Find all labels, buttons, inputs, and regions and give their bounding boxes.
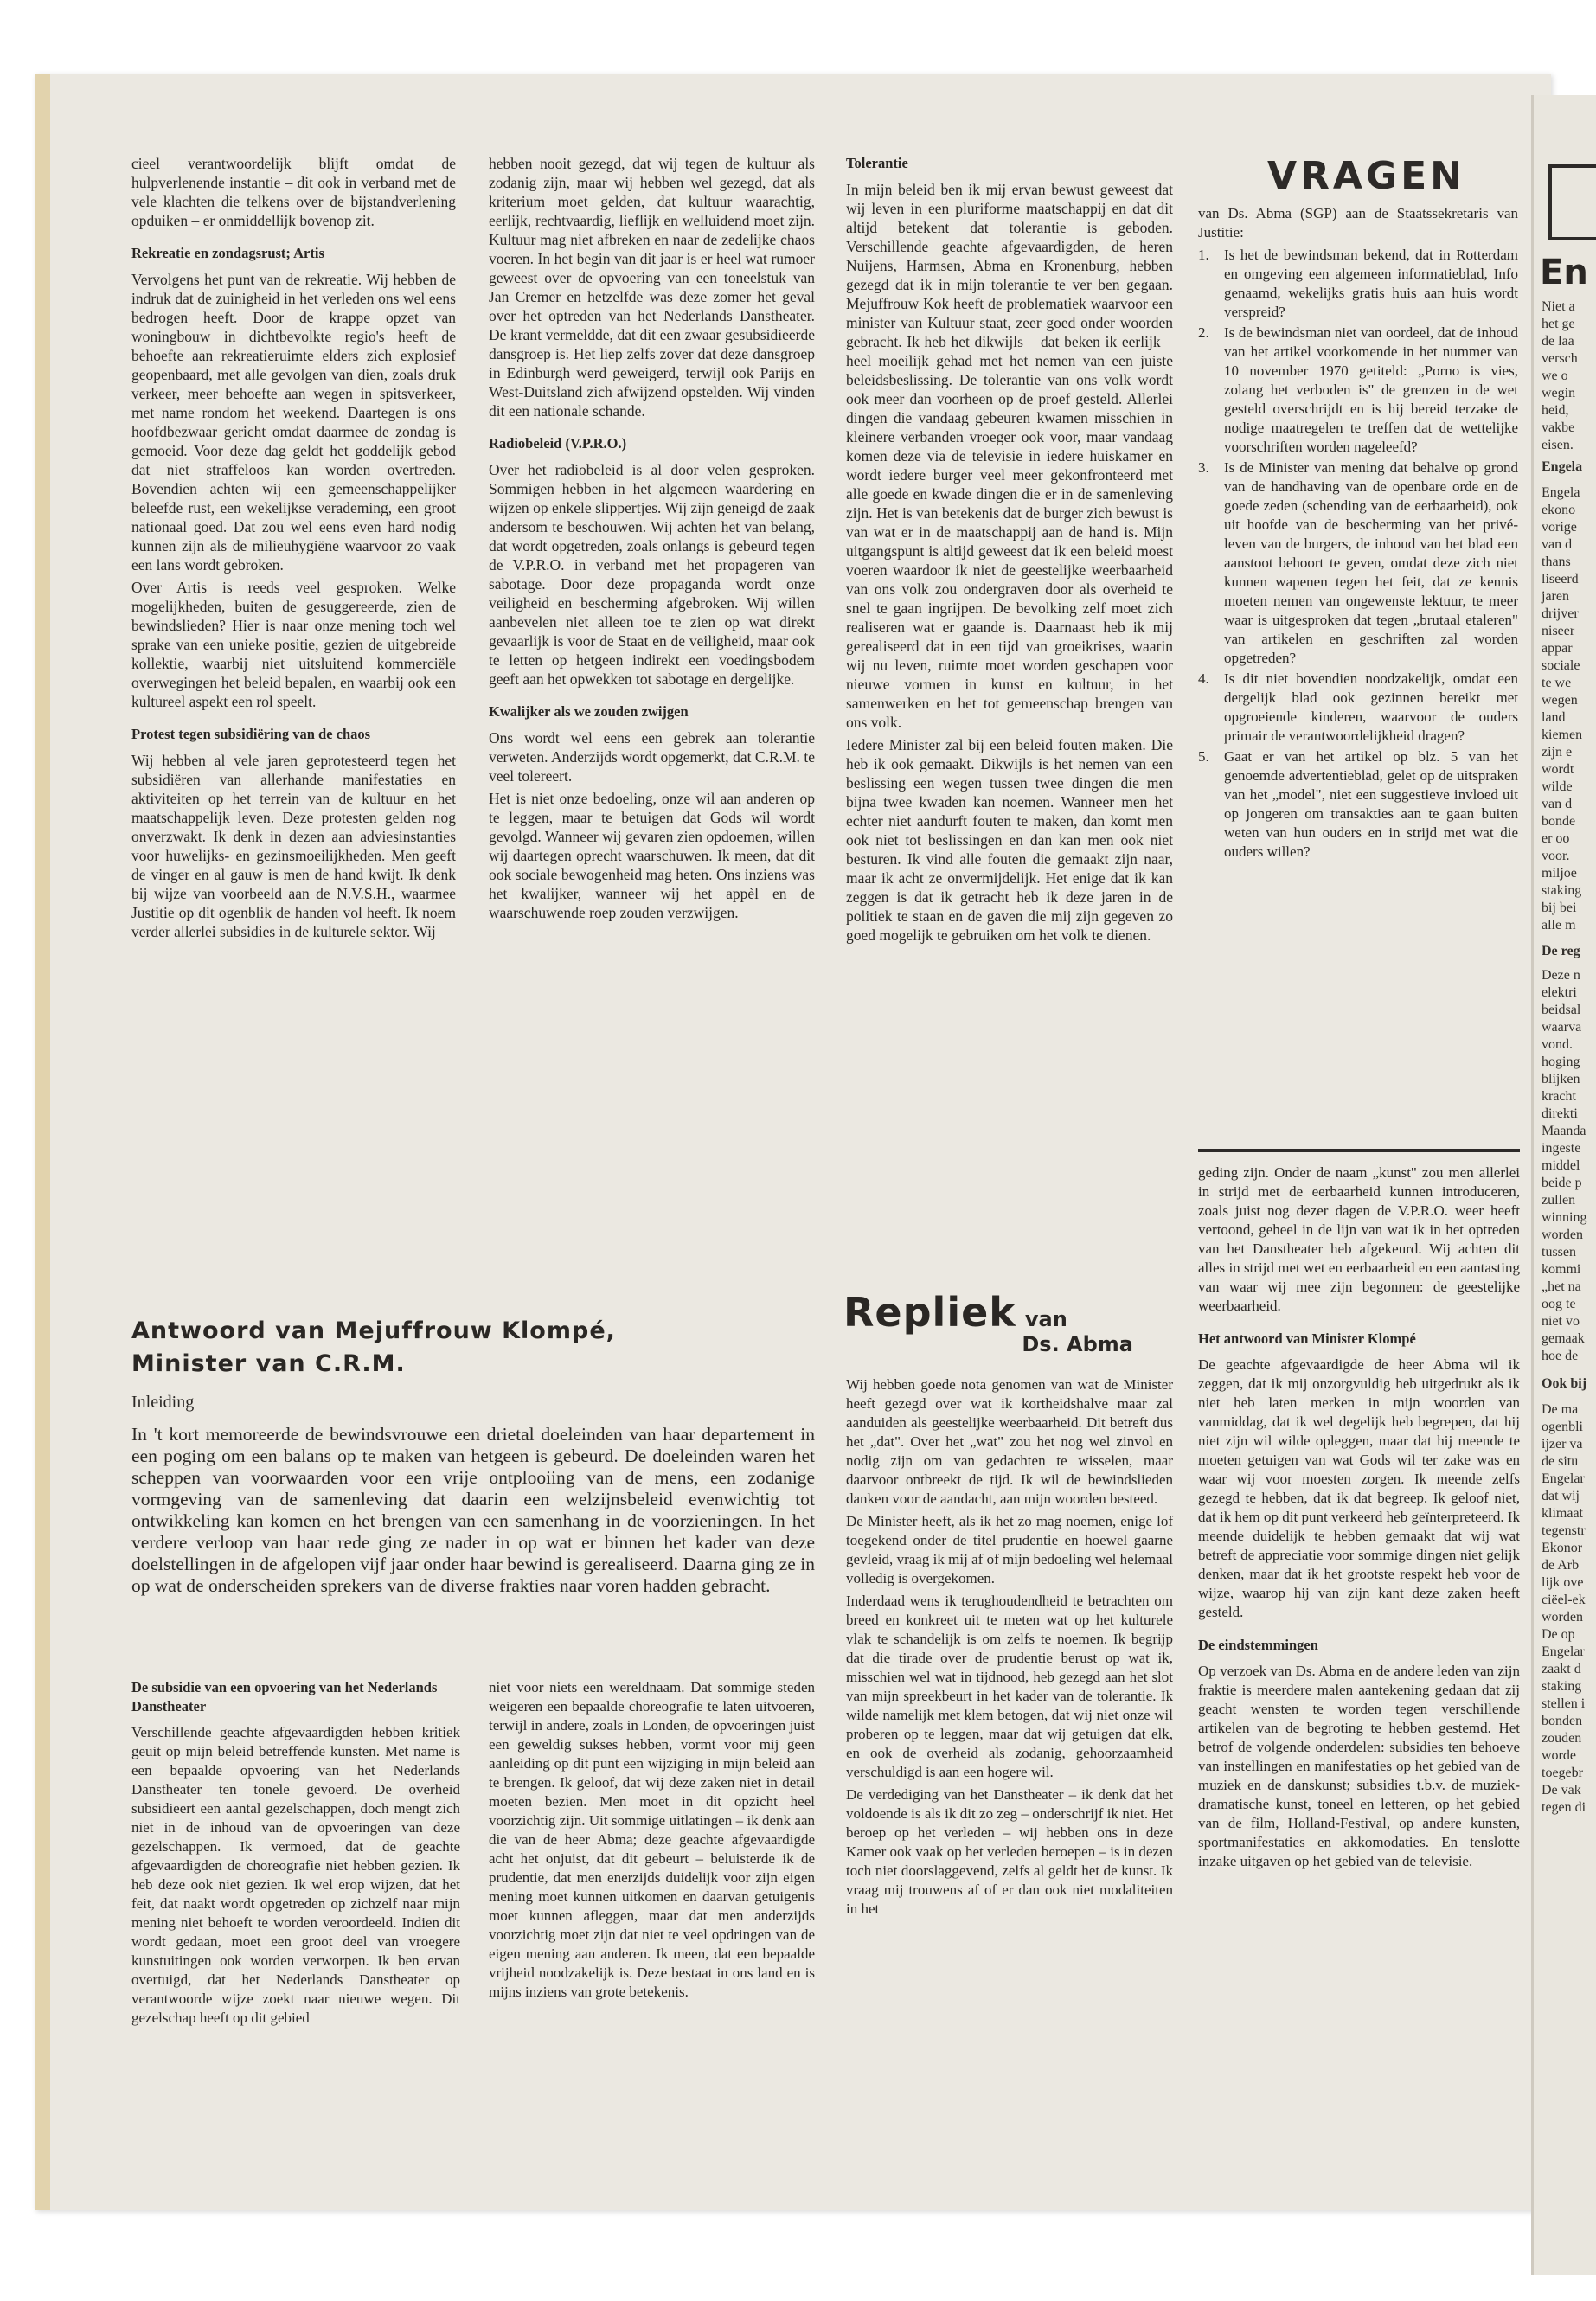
heading-rekreatie: Rekreatie en zondagsrust; Artis (131, 245, 324, 261)
strip-line: eisen. (1542, 438, 1574, 452)
strip-line: versch (1542, 351, 1578, 366)
vragen-block (1198, 204, 1518, 863)
heading-radio: Radiobeleid (V.P.R.O.) (489, 435, 627, 452)
antwoord-p1: De geachte afgevaardigde de heer Abma wil ik zeggen, dat ik mij onzorgvuldig heb uitgedrukt als ik niet heb laten merken in mijn woorden van vanmiddag, dat ik wel degelijk heb begrepen, dat hij niet zijn wil wilde opleggen, maar dat hij meende te moeten getuigen van wat Gods wil ter zake was en waar wij voor moesten zorgen. Ik meende zelfs gezegd te hebben, dat ik dat begreep. Ik geloof niet, dat ik hem op dit punt verkeerd heb geïnterpreteerd. Ik meende duidelijk te hebben gemaakt dat wij wat betreft de appreciatie voor sommige dingen niet gelijk denken, maar dat ik het grootste respekt heb voor de wijze, waarop hij van zijn kant deze zaken heeft gesteld. (1198, 1356, 1520, 1620)
heading-subsidie: De subsidie van een opvoering van het Nederlands Danstheater (131, 1679, 438, 1715)
strip-line: middel (1542, 1158, 1580, 1173)
strip-line: zaakt d (1542, 1662, 1581, 1676)
strip-line: vakbe (1542, 420, 1575, 435)
tolerantie-p1: In mijn beleid ben ik mij ervan bewust geweest dat wij leven in een pluriforme maatschappij en dat dit altijd betekent dat tolerantie is geboden. Verschillende geachte afgevaardigden, de heren Nuijens, Harmsen, Abma en Kronenburg, hebben gezegd dat ik in mijn tolerantie te ver ben gegaan. Mejuffrouw Kok heeft de problematiek waarvoor een minister van Kultuur staat, zeer goed onder woorden gebracht. Ik heb het dikwijls – dat beken ik eerlijk – heel moeilijk gehad met het nemen van een juiste beleidsbeslissing. De tolerantie van ons volk wordt ook meer dan voorheen op de proef gesteld. Allerlei dingen die vandaag gebeuren kwamen misschien in kleinere verbanden vroeger ook voor, maar vandaag komen deze via de televisie in iedere huiskamer en wordt iedere burger veel meer gekonfronteerd met alle goede en kwade dingen die er in de samenleving zijn. Het is van betekenis dat de burger zich bewust is van wat er in de maatschappij aan de hand is. Mijn uitgangspunt is altijd geweest dat ik een beleid moest voeren waardoor ik niet de geestelijke weerbaarheid van ons volk zou ondergraven door als overheid te snel te gaan ingrijpen. De bevolking zelf moet zich realiseren wat er gaande is. Daarnaast heb ik mij gerealiseerd dat in een tijd van groeikrises, waarin wij nu leven, ruimte moet worden geschapen voor nieuwe vormen in kunst en kultuur, in het samenwerken en het tot gemeenschap brengen van ons volk. (846, 181, 1173, 731)
repliek-van: van (1024, 1307, 1067, 1331)
inleiding-heading: Inleiding (131, 1393, 195, 1412)
heading-protest: Protest tegen subsidiëring van de chaos (131, 726, 371, 742)
strip-line: blijken (1542, 1072, 1580, 1086)
strip-line: ciëel-ek (1542, 1593, 1586, 1607)
strip-line: tegenstr (1542, 1523, 1586, 1538)
strip-line: gemaak (1542, 1331, 1585, 1346)
strip-line: miljoe (1542, 866, 1577, 881)
tolerantie-p2: Iedere Minister zal bij een beleid fouten maken. Die heb ik ook gemaakt. Dikwijls is het nemen van een beslissing een wegen tussen twee dingen die men bijna twee kwaden kan noemen. Wanneer men het echter niet aandurft fouten te maken, dan komt men ook niet tot beslissingen en dan kan men ook niet besturen. Ik vind alle fouten die gemaakt zijn naar, maar ik acht ze onvermijdelijk. Het enige dat ik kan zeggen is dat ik getracht heb ik deze jaren in de politiek te staan en de gaven die mij zijn gegeven zo goed mogelijk te gebruiken om het volk te dienen. (846, 736, 1173, 944)
strip-line: Niet a (1542, 299, 1575, 314)
strip-line: hoging (1542, 1054, 1580, 1069)
strip-line: appar (1542, 641, 1573, 656)
strip-line: direkti (1542, 1106, 1578, 1121)
repliek-p2: De Minister heeft, als ik het zo mag noemen, enige lof toegekend onder de titel prudentie en hoewel gaarne gevleid, vraag ik mij af of mijn bedoeling wel helemaal volledig is overgekomen. (846, 1513, 1173, 1586)
heading-tolerantie: Tolerantie (846, 155, 908, 171)
strip-line: Engelar (1542, 1644, 1585, 1659)
strip-lines-d (1542, 1401, 1596, 1817)
strip-line: kommi (1542, 1262, 1581, 1277)
strip-lines-a (1542, 298, 1596, 454)
next-page-frame (1548, 164, 1596, 240)
strip-line: er oo (1542, 831, 1570, 846)
strip-line: de laa (1542, 334, 1574, 349)
col1-lead: cieel verantwoordelijk blijft omdat de hulpverlenende instantie – dit ook in verband met de vele klachten die telkens over de bijstandverlening opduiken – er onmiddellijk bovenop zit. (131, 155, 456, 229)
strip-line: de situ (1542, 1454, 1579, 1469)
vragen-title: VRAGEN (1267, 154, 1465, 198)
strip-line: het ge (1542, 317, 1575, 331)
inleiding-text: In 't kort memoreerde de bewindsvrouwe een drietal doeleinden van haar departement in een poging om een balans op te maken van hetgeen is gebeurd. De doeleinden waren het scheppen van voorwaarden voor een vrije ontplooiing van de mens, een zodanige vormgeving van de samenleving dat daarin een welzijnsbeleid evenwichtig tot ontwikkeling kan komen en het brengen van een samenhang in de voorzieningen. In het verdere verloop van haar rede ging ze nader in op wat er binnen het kader van deze doelstellingen in de afgelopen vijf jaar onder haar bewind is gerealiseerd. Daarna ging ze in op wat de onderscheiden sprekers van de diverse frakties naar voren hadden gebracht. (131, 1424, 815, 1596)
heading-kwalijker: Kwalijker als we zouden zwijgen (489, 703, 689, 720)
strip-line: Engela (1542, 485, 1580, 500)
vragen-list (1198, 246, 1518, 862)
kwalijker-p1: Ons wordt wel eens een gebrek aan tolerantie verweten. Anderzijds wordt opgemerkt, dat C.R.M. te veel tolereert. (489, 729, 815, 785)
strip-line: Ekonor (1542, 1541, 1583, 1555)
repliek-p4: De verdediging van het Danstheater – ik denk dat het voldoende is als ik dit zo zeg – onderschrijf ik niet. Het beroep op het verleden – wij hebben ons in deze Kamer ook vaak op het verleden beroepen – is in dezen toch niet doorslaggevend, zelfs al geldt het de kunst. Ik vraag mij trouwens af of er dan ook niet modaliteiten in het (846, 1786, 1173, 1917)
strip-line: bij bei (1542, 901, 1577, 915)
strip-line: elektri (1542, 985, 1577, 1000)
strip-line: staking (1542, 883, 1582, 898)
strip-line: vorige (1542, 520, 1577, 535)
strip-line: bonden (1542, 1714, 1583, 1728)
repliek-p1: Wij hebben goede nota genomen van wat de Minister heeft gezegd over wat ik kortheidshalve maar zal aanduiden als geestelijke weerbaarheid. Dit betreft dus het „dat". Over het „wat" zou het nog wel zinvol en nodig zijn om van gedachten te wisselen, maar daarvoor ontbreekt de tijd. Ik wil de bewindslieden danken voor de aandacht, aan mijn woorden besteed. (846, 1376, 1173, 1507)
strip-line: Deze n (1542, 968, 1580, 983)
antwoord-headline (131, 1315, 815, 1381)
strip-line: bonde (1542, 814, 1576, 829)
strip-line: thans (1542, 554, 1571, 569)
strip-line: land (1542, 710, 1566, 725)
strip-line: worde (1542, 1748, 1576, 1763)
strip-line: oog te (1542, 1297, 1576, 1311)
strip-line: ijzer va (1542, 1437, 1583, 1452)
strip-line: tussen (1542, 1245, 1576, 1259)
strip-line: dat wij (1542, 1489, 1580, 1503)
vragen-item: 3. Is de Minister van mening dat behalve op grond van de handhaving van de openbare orde en de goede zeden (schending van de eerbaarheid), ook uit hoofde van de bescherming van het privé-leven van de burgers, de inhoud van het blad een aanstoot behoort te geven, omdat deze zich niet kunnen wapenen tegen het feit, dat ze kennis moeten nemen van ongewenste lektuur, te meer waar is uitgesproken dat tegen „brutaal etaleren" van artikelen en geschriften zal worden opgetreden? (1198, 459, 1518, 666)
strip-line: de Arb (1542, 1558, 1580, 1573)
strip-line: wordt (1542, 762, 1574, 777)
strip-line: worden (1542, 1227, 1583, 1242)
rekreatie-p1: Vervolgens het punt van de rekreatie. Wij hebben de indruk dat de zuinigheid in het verleden ons wel eens bedrogen heeft. Door de krappe opzet van woningbouw in dichtbevolkte regio's heeft de behoefte aan rekreatieruimte elders zich explosief geopenbaard, met alle gevolgen van dien, zoals druk verkeer, meer behoefte aan wegen in spitsverkeer, met name rondom het weekend. Daartegen is ons hoofdbezwaar gericht omdat daarmee de zondag is gemoeid. Voor deze dag geldt het goddelijk gebod dat niet straffeloos kan worden overtreden. Bovendien achten wij een gemeenschappelijker beleefde rust, een wekelijkse verademing, een groot nationaal goed. Dat zou wel eens even hard nodig kunnen zijn als de milieuhygiëne waarvoor zo vaak een lans wordt gebroken. (131, 271, 456, 574)
strip-line: waarva (1542, 1020, 1582, 1035)
strip-line: van d (1542, 797, 1573, 811)
strip-line: vond. (1542, 1037, 1573, 1052)
vragen-divider (1198, 1149, 1520, 1152)
strip-line: winning (1542, 1210, 1587, 1225)
strip-line: stellen i (1542, 1696, 1586, 1711)
strip-line: zouden (1542, 1731, 1582, 1746)
strip-line: De vak (1542, 1783, 1581, 1798)
strip-line: drijver (1542, 606, 1579, 621)
strip-line: wegen (1542, 693, 1578, 708)
subsidie-column-1 (131, 1678, 460, 2031)
next-page-heading: En (1540, 253, 1588, 292)
repliek-title: Repliek (843, 1289, 1016, 1336)
strip-line: niet vo (1542, 1314, 1580, 1329)
col2-lead: hebben nooit gezegd, dat wij tegen de kultuur als zodanig zijn, maar wij hebben wel gezegd, dat als kriterium moet gelden, dat kultuur waarachtig, eerlijk, rechtvaardig, lieflijk en welluidend moet zijn. Kultuur mag niet afbreken en naar de zedelijke chaos voeren. In het begin van dit jaar is er heel wat rumoer geweest over de opvoering van een toneelstuk van Jan Cremer en hetzelfde was deze zomer het geval over het optreden van het Nederlands Danstheater. De krant vermeldde, dat dit een zwaar gesubsidieerde dansgroep is. Het liep zelfs zover dat deze dansgroep in Edinburgh werd geweigerd, terwijl ook Parijs en West-Duitsland zich afwijzend opstelden. Wij vinden dit een nationale schande. (489, 155, 815, 420)
strip-line: Maanda (1542, 1124, 1586, 1138)
strip-line: sociale (1542, 658, 1580, 673)
column-1 (131, 154, 456, 945)
strip-line: heid, (1542, 403, 1569, 418)
vragen-item: 1. Is het de bewindsman bekend, dat in Rotterdam en omgeving een algemeen informatieblad, Info genaamd, wekelijks gratis huis aan huis wordt verspreid? (1198, 247, 1518, 320)
strip-line: De op (1542, 1627, 1575, 1642)
eindstemmingen-p1: Op verzoek van Ds. Abma en de andere leden van zijn fraktie is meerdere malen aantekening gedaan dat zij geacht wensten te worden tegen verschillende artikelen van de begroting te hebben gestemd. Het betrof de volgende onderdelen: subsidies ten behoeve van instellingen en manifestaties op het gebied van de muziek en de danskunst; subsidies t.b.v. de muziek-dramatische kunst, toneel en letteren, op het gebied van de film, Holland-Festival, op andere kunsten, sportmanifestaties en akkomodaties. En tenslotte inzake uitgaven op het gebied van de televisie. (1198, 1663, 1520, 1869)
strip-line: niseer (1542, 624, 1575, 638)
strip-line: zijn e (1542, 745, 1573, 760)
strip-line: Engelar (1542, 1471, 1585, 1486)
strip-subhead-d: Ook bij (1542, 1376, 1587, 1391)
antwoord-headline-line2: Minister van C.R.M. (131, 1350, 406, 1377)
column-4-lower (1198, 1163, 1520, 1875)
strip-line: ingeste (1542, 1141, 1581, 1156)
heading-antwoord-klompe: Het antwoord van Minister Klompé (1198, 1330, 1416, 1347)
strip-line: kracht (1542, 1089, 1576, 1104)
strip-line: van d (1542, 537, 1573, 552)
strip-subhead-b: Engela (1542, 459, 1583, 474)
subsidie-p1: Verschillende geachte afgevaardigden hebben kritiek geuit op mijn beleid betreffende kunsten. Met name is een bepaalde opvoering van het Nederlands Danstheater ten tonele gevoerd. De overheid subsidieert een aantal gezelschappen, doch mengt zich niet in de inhoud van de opvoeringen van deze gezelschappen. Ik vermoed, dat de geachte afgevaardigden de choreografie niet hebben gezien. Ik heb deze ook niet gezien. Ik wel erop wijzen, dat het feit, dat naakt wordt opgetreden op zichzelf naar mijn mening niet behoeft te worden veroordeeld. Indien dit wordt gedaan, moet een groot deel van vroegere kunstuitingen ook worden verworpen. Ik ben ervan overtuigd, dat het Nederlands Danstheater op verantwoorde wijze zoekt naar nieuwe wegen. Dit gezelschap heeft op dit gebied (131, 1724, 460, 2026)
strip-line: zullen (1542, 1193, 1576, 1208)
rekreatie-p2: Over Artis is reeds veel gesproken. Welke mogelijkheden, buiten de gesuggereerde, zien de bewindslieden? Hier is naar onze mening toch wel sprake van een unieke positie, gezien de uitgebreide kollektie, waarbij niet uitsluitend kommerciële overwegingen het beleid bepalen, en waarbij ook een kultureel aspekt een rol speelt. (131, 579, 456, 710)
strip-line: liseerd (1542, 572, 1579, 586)
antwoord-headline-line1: Antwoord van Mejuffrouw Klompé, (131, 1317, 616, 1344)
strip-line: lijk ove (1542, 1575, 1584, 1590)
strip-line: „het na (1542, 1279, 1581, 1294)
repliek-headline (843, 1289, 1155, 1356)
subsidie-column-2 (489, 1678, 815, 2005)
strip-line: beidsal (1542, 1003, 1581, 1017)
col4-lead: geding zijn. Onder de naam „kunst" zou men allerlei in strijd met de eerbaarheid kunnen introduceren, zoals juist nog dezer dagen de V.P.R.O. weer heeft vertoond, geheel in de lijn van wat ik in het optreden van het Danstheater heb afgekeurd. Wij achten dit alles in strijd met wet en eerbaarheid en een aantasting van waar wij mee zijn begonnen: de geestelijke weerbaarheid. (1198, 1164, 1520, 1314)
kwalijker-p2: Het is niet onze bedoeling, onze wil aan anderen op te leggen, maar te betuigen dat Gods wil wordt gevolgd. Wanneer wij gevaren zien opdoemen, willen wij daartegen oprecht waarschuwen. Ik meen, dat dit ook sociale bewogenheid mag heten. Ons inziens was het kwalijker, wanneer wij het appèl en de waarschuwende roep zouden verzwijgen. (489, 790, 815, 921)
radio-p1: Over het radiobeleid is al door velen gesproken. Sommigen hebben in het algemeen waardering en wijzen op enkele slippertjes. Wij zijn geneigd de zaak andersom te beschouwen. Wij achten het van belang, dat wordt opgetreden, zoals onlangs is gebeurd tegen de V.P.R.O. in verband met het propageren van sabotage. Door deze propaganda wordt onze veiligheid en bescherming afgebroken. Wij willen aanbevelen niet alleen toe te zien op wat direkt gevaarlijk is voor de Staat en de veiligheid, maar ook te letten op hetgeen indirekt een voedingsbodem geeft aan het opwekken tot sabotage en dergelijke. (489, 461, 815, 688)
repliek-column (846, 1375, 1173, 1922)
strip-line: ogenbli (1542, 1420, 1583, 1434)
strip-lines-c (1542, 967, 1596, 1365)
strip-line: jaren (1542, 589, 1569, 604)
protest-p1: Wij hebben al vele jaren geprotesteerd tegen het subsidiëren van allerhande manifestaties en aktiviteiten op het terrein van de kultuur en het maatschappelijk leven. Deze protesten gelden nog onverzwakt. Ik denk in dezen aan adviesinstanties voor huwelijks- en gezinsmoeilijkheden. Men geeft de vinger en al gauw is men de hand kwijt. Ik denk bij wijze van voorbeeld aan de N.V.S.H., waarmee Justitie op dit ogenblik de handen vol heeft. Ik noem verder allerlei subsidies in de kulturele sektor. Wij (131, 752, 456, 940)
strip-line: klimaat (1542, 1506, 1583, 1521)
strip-line: staking (1542, 1679, 1582, 1694)
strip-lines-b (1542, 484, 1596, 934)
strip-line: te we (1542, 676, 1572, 690)
repliek-author: Ds. Abma (1022, 1332, 1133, 1356)
column-2 (489, 154, 815, 926)
subsidie-p2: niet voor niets een wereldnaam. Dat sommige steden weigeren een bepaalde choreografie te laten uitvoeren, terwijl in andere, zoals in Londen, de opvoeringen juist een geweldig sukses hebben, vormt voor mij geen aanleiding op dit punt een wijziging in mijn beleid aan te brengen. Ik geloof, dat wij deze zaken niet in detail moeten bezien. Men moet in dit opzicht heel voorzichtig zijn. Uit sommige uitlatingen – ik denk aan die van de heer Abma; deze geachte afgevaardigde acht het onjuist, dat dit gebeurt – beluisterde ik de prudentie, dat men enerzijds duidelijk voor zijn eigen mening moet kunnen uitkomen en daarvan getuigenis moet kunnen afleggen, maar dat men anderzijds voorzichtig moet zijn dat niet te veel opdringen van de eigen mening aan anderen. Ik meen, dat een bepaalde vrijheid noodzakelijk is. Deze bestaat in ons land en is mijns inziens van grote betekenis. (489, 1679, 815, 2000)
strip-line: hoe de (1542, 1349, 1579, 1363)
strip-line: wilde (1542, 779, 1573, 794)
repliek-p3: Inderdaad wens ik terughoudendheid te betrachten om breed en konkreet uit te meten wat op het kulturele vlak te schandelijk is om zelfs te noemen. Ik begrijp dat die tirade over de prudentie berust op wat ik, misschien wel wat in tijdnood, heb gezegd aan het slot van mijn spreekbeurt in het kader van de tolerantie. Ik wilde namelijk met klem betogen, dat wij niet onze wil proberen op te leggen, maar dat wij getuigen dat elk, en ook de overheid als zodanig, gehoorzaamheid verschuldigd is aan een hogere wil. (846, 1593, 1173, 1780)
vragen-intro: van Ds. Abma (SGP) aan de Staatssekretaris van Justitie: (1198, 205, 1518, 240)
strip-line: we o (1542, 369, 1568, 383)
strip-line: voor. (1542, 849, 1570, 863)
strip-subhead-c: De reg (1542, 944, 1580, 958)
strip-line: toegebr (1542, 1766, 1583, 1780)
strip-line: wegin (1542, 386, 1576, 401)
vragen-item: 4. Is dit niet bovendien noodzakelijk, omdat een dergelijk blad ook gezinnen bereikt met opgroeiende kinderen, waarvoor de ouders primair de verantwoordelijkheid dragen? (1198, 670, 1518, 744)
strip-line: De ma (1542, 1402, 1579, 1417)
strip-line: beide p (1542, 1176, 1582, 1190)
strip-line: kiemen (1542, 727, 1583, 742)
vragen-item: 5. Gaat er van het artikel op blz. 5 van het genoemde advertentieblad, gelet op de uitspraken van het „model", niet een suggestieve invloed uit op jongeren om transakties aan te gaan buiten weten van hun ouders en in strijd met wat die ouders willen? (1198, 748, 1518, 860)
strip-line: alle m (1542, 918, 1576, 933)
vragen-item: 2. Is de bewindsman niet van oordeel, dat de inhoud van het artikel voorkomende in het nummer van 10 november 1970 getiteld: „Porno is vies, zolang het verboden is" de grenzen in de wet gesteld overschrijdt en is hij bereid terzake de nodige maatregelen te treffen dat de wettelijke voorschriften worden nageleefd? (1198, 324, 1518, 455)
strip-line: ekono (1542, 503, 1576, 517)
strip-line: tegen di (1542, 1800, 1586, 1815)
column-3 (846, 154, 1173, 948)
heading-eindstemmingen: De eindstemmingen (1198, 1637, 1318, 1653)
strip-line: worden (1542, 1610, 1583, 1625)
